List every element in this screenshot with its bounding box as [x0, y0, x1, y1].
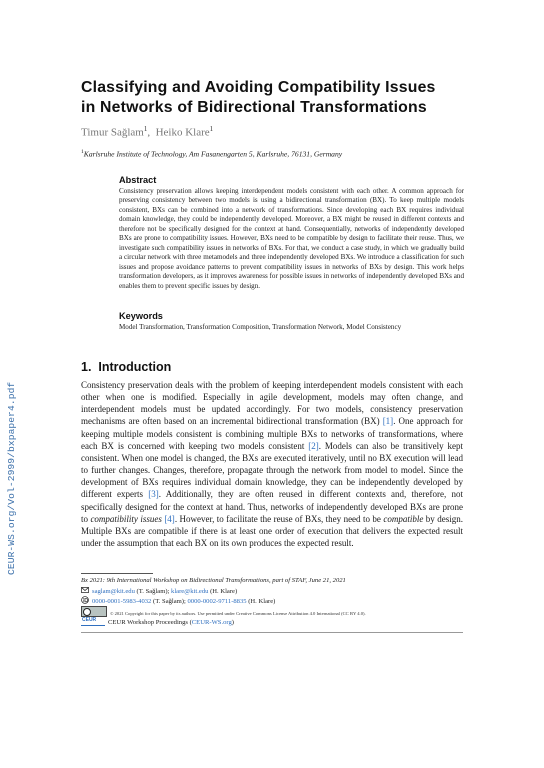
orcid-1-owner: (T. Sağlam);: [151, 598, 188, 605]
email-link-2[interactable]: klare@kit.edu: [171, 588, 209, 595]
intro-text-6: . However, to facilitate the reuse of BXs, they need to be: [174, 513, 384, 524]
ceur-logo-icon: [81, 616, 105, 626]
keywords-text: Model Transformation, Transformation Composition, Transformation Network, Model Consistency: [119, 323, 402, 331]
orcid-2-owner: (H. Klare): [246, 598, 276, 605]
paper-title: [81, 78, 481, 118]
abstract-heading: Abstract: [119, 175, 157, 185]
section-title: Introduction: [98, 360, 172, 374]
affiliation-mark: 1: [81, 149, 84, 155]
footnote-venue: Bx 2021: 9th International Workshop on Bidirectional Transformations, part of STAF, June 21, 2021: [81, 577, 346, 584]
citation-2[interactable]: [2]: [308, 440, 319, 451]
orcid-link-2[interactable]: 0000-0002-9711-8835: [187, 598, 247, 605]
emphasis-compatible: compatible: [383, 513, 424, 524]
introduction-paragraph: [81, 379, 463, 549]
footnote-proceedings: [81, 616, 471, 627]
abstract-text: Consistency preservation allows keeping interdependent models consistent with each other. A common approach for preserving consistency between two models is using a bidirectional transformation (BX). To keep multiple models consistent, BXs can be combined into a network of transformations. Since developing each BX requires individual domain knowledge, they could be independently developed. Moreover, a BX might be reused in different contexts and therefore not be specifically designed for the context at hand. Consequentially, networks of independently developed BXs are prone to compatibility issues. However, BXs need to be compatible by design to facilitate their reuse. Thus, we investigate such compatibility issues in networks of BXs. For that, we conduct a case study, in which we gradually build a circular network with three metamodels and three independently developed BXs. We introduce a classification for such issues and propose avoidance patterns to prevent compatibility issues in networks of BXs by design. This work helps transformation developers, as it improves awareness for possible issues in networks of independently developed BXs and enables them to prevent specific issues by design.: [119, 187, 464, 290]
intro-text-1: Consistency preservation deals with the problem of keeping interdependent models consistent with each other when one is modified. Especially in agile development, models may often change, and interdependent models must be updated accordingly. For two models, consistency preservation mechanisms are often based on an incremental bidirectional transformation (BX): [81, 380, 463, 427]
affiliation: [81, 149, 481, 159]
citation-3[interactable]: [3]: [148, 489, 159, 500]
abstract-block: [119, 175, 464, 291]
orcid-icon: [81, 596, 89, 604]
section-heading-introduction: [81, 360, 171, 374]
proceedings-link[interactable]: CEUR-WS.org: [191, 619, 232, 626]
affiliation-text: Karlsruhe Institute of Technology, Am Fasanengarten 5, Karlsruhe, 76131, Germany: [83, 149, 343, 159]
keywords-block: [119, 311, 464, 332]
footnote-orcids: [81, 596, 471, 606]
copyright-text: © 2021 Copyright for this paper by its authors. Use permitted under Creative Commons License Attribution 4.0 International (CC BY 4.0).: [110, 611, 366, 616]
intro-text-2: . One approach for keeping multiple models consistent is combining multiple BXs to networks of transformations, where each BX is concerned with keeping two models consistent: [81, 416, 463, 451]
emphasis-compatibility-issues: compatibility issues: [90, 513, 162, 524]
author-1-name: Timur Sağlam: [81, 126, 144, 139]
email-2-owner: (H. Klare): [208, 588, 238, 595]
section-number: 1.: [81, 360, 92, 374]
email-1-owner: (T. Sağlam);: [134, 588, 172, 595]
author-list: Timur Sağlam$^1$, Heiko Klare$^1$: [81, 125, 214, 139]
proceedings-text: CEUR Workshop Proceedings (: [108, 619, 192, 626]
envelope-icon: [81, 586, 89, 594]
orcid-link-1[interactable]: 0000-0001-5983-4032: [92, 598, 152, 605]
bottom-rule: [81, 632, 463, 633]
email-link-1[interactable]: saglam@kit.edu: [92, 588, 135, 595]
author-1-mark: 1: [143, 125, 148, 133]
intro-text-3: . Models can also be transitively kept consistent. When one model is changed, the BXs are executed iteratively, until no BX execution will lead to further changes. Changes, therefore, propagate through the network from model to model. Since the development of BXs requires individual domain knowledge, they can be independently developed by different experts: [81, 440, 463, 500]
intro-text-4: . Additionally, they are often reused in different contexts and, therefore, not specifically designed for the context at hand. Thus, networks of independently developed BXs are prone to: [81, 489, 463, 524]
intro-text-7: by design. Multiple BXs are compatible if there is at least one order of execution that delivers the expected result under the assumption that each BX on its own produces the expected result.: [81, 513, 463, 549]
side-identifier-link[interactable]: CEUR-WS.org/Vol-2999/bxpaper4.pdf: [6, 381, 17, 575]
citation-1[interactable]: [1]: [382, 416, 394, 427]
author-2-mark: 1: [209, 125, 214, 133]
proceedings-text-end: ): [231, 619, 234, 626]
title-line-2: in Networks of Bidirectional Transformations: [81, 99, 427, 116]
title-line-1: Classifying and Avoiding Compatibility Issues: [81, 79, 436, 96]
footnote-rule: [81, 573, 153, 574]
footnote-emails: [81, 586, 471, 596]
keywords-heading: Keywords: [119, 311, 163, 321]
citation-4[interactable]: [4]: [164, 513, 175, 524]
author-2-name: Heiko Klare: [155, 126, 210, 139]
